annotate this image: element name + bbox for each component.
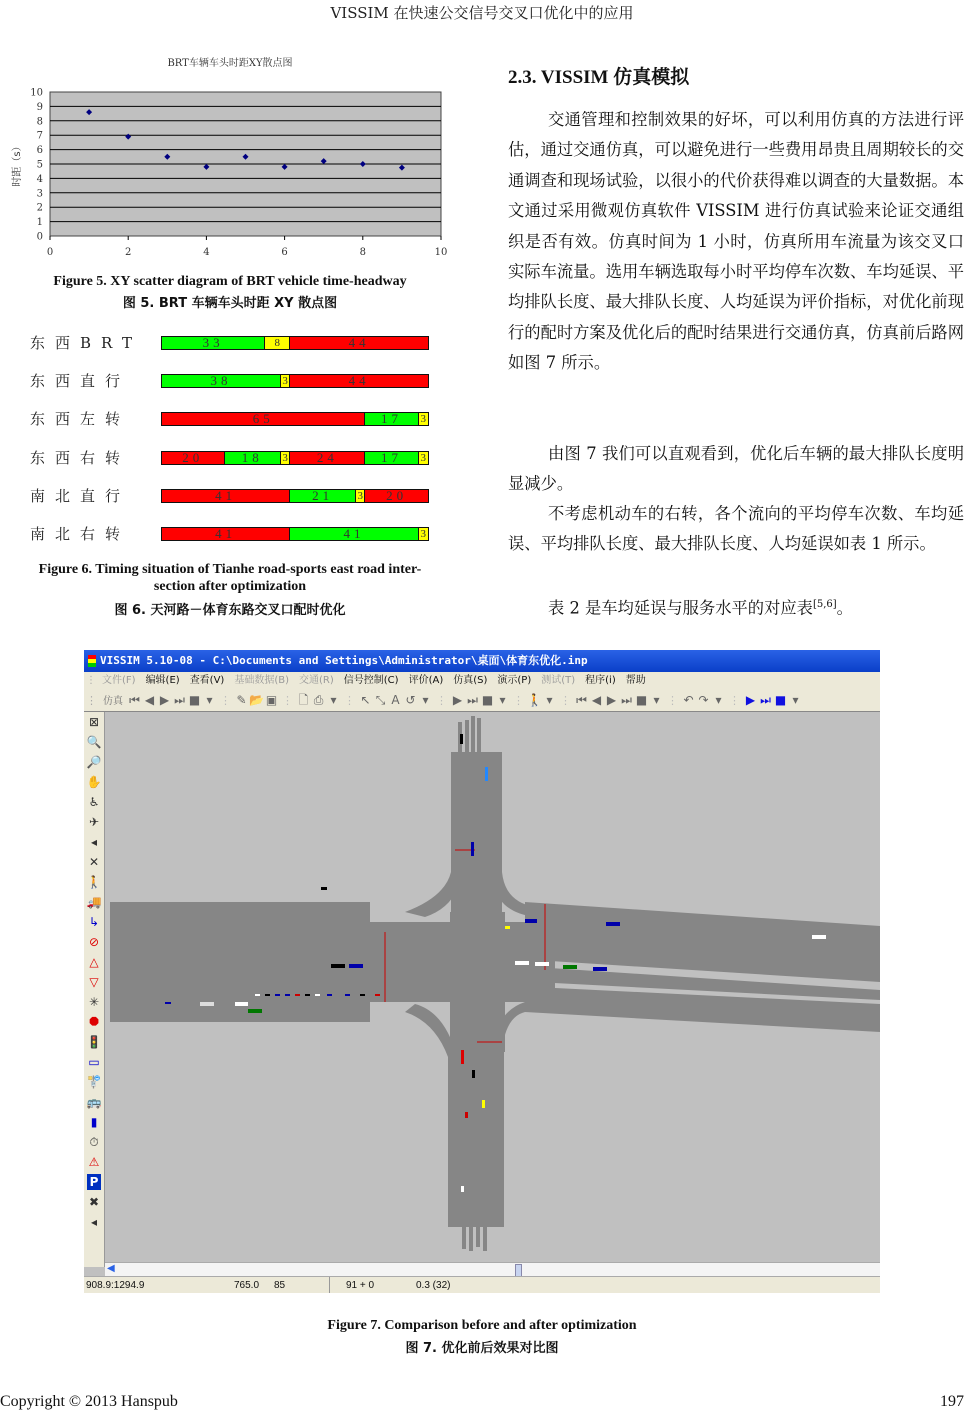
vehicle <box>349 964 363 968</box>
section-title: 2.3. VISSIM 仿真模拟 <box>508 67 690 88</box>
vehicle <box>515 961 529 965</box>
toolbar <box>84 689 880 712</box>
vehicle <box>375 994 380 996</box>
menu-item[interactable]: 编辑(E) <box>145 675 180 686</box>
zoom-out-icon[interactable]: 🔎 <box>86 755 102 769</box>
x-tick-label: 4 <box>203 247 210 258</box>
zoom-in-icon[interactable]: 🔍 <box>86 735 102 749</box>
vehicle <box>265 994 270 996</box>
edit-icon[interactable]: ✎ <box>236 693 247 707</box>
vehicle <box>535 962 549 966</box>
data-collection-icon[interactable]: ▮ <box>90 1115 98 1129</box>
signal-head-icon[interactable]: 🚦 <box>86 1035 102 1049</box>
toolbar-separator: ⋮ <box>560 694 571 707</box>
phase-label: 东西右转 <box>30 449 131 467</box>
vehicle <box>482 1100 485 1108</box>
run-continuous-icon[interactable]: ▶ <box>745 693 756 707</box>
figure-6-caption-zh: 图 6. 天河路－体育东路交叉口配时优化 <box>114 603 346 618</box>
paragraph-2: 由图 7 我们可以直观看到，优化后车辆的最大排队长度明显减少。 <box>508 444 964 494</box>
toolbar-separator: ⋮ <box>220 694 231 707</box>
aircraft-icon[interactable]: ✈ <box>88 815 100 829</box>
transit-stop-icon[interactable]: 🚏 <box>86 1075 102 1089</box>
green-interval: 41 <box>290 528 418 540</box>
vehicle <box>812 935 826 939</box>
paragraph-3: 不考虑机动车的右转，各个流向的平均停车次数、车均延误、平均排队长度、最大排队长度、人均延误如表 1 所示。 <box>508 504 964 554</box>
save-icon[interactable]: ▣ <box>265 693 278 707</box>
routes-icon[interactable]: ↳ <box>88 915 100 929</box>
vehicle <box>327 994 332 996</box>
vehicle <box>360 994 365 996</box>
step-icon[interactable]: ⏭ <box>174 693 185 707</box>
play-icon[interactable]: ▶ <box>606 693 617 707</box>
status-speed: 0.3 (32) <box>416 1280 451 1291</box>
vehicle <box>606 922 620 926</box>
run-step-icon[interactable]: ⏭ <box>760 693 771 707</box>
toolbar-separator: ⋮ <box>729 694 740 707</box>
vehicle <box>593 967 607 971</box>
y-tick-label: 0 <box>36 231 43 243</box>
vehicle <box>295 994 300 996</box>
queue-counter-icon[interactable]: ⚠ <box>88 1155 100 1169</box>
vehicle <box>345 994 350 996</box>
y-tick-label: 4 <box>36 173 43 185</box>
vehicle <box>321 887 327 890</box>
toolbar-label: 仿真 <box>103 696 123 707</box>
dropdown-icon[interactable]: ▾ <box>206 693 213 707</box>
red-interval: 41 <box>162 490 290 502</box>
yellow-interval: 3 <box>420 528 427 540</box>
pedestrian-area-icon[interactable]: ♿ <box>88 795 100 809</box>
red-interval: 65 <box>162 413 365 425</box>
left-toolbar <box>84 712 105 1267</box>
app-icon <box>88 655 96 667</box>
menu-item[interactable]: 演示(P) <box>497 675 532 686</box>
y-axis-label: 时距（s） <box>12 141 23 187</box>
status-divider <box>329 1277 330 1293</box>
page-number: 197 <box>940 1393 964 1410</box>
vehicle <box>461 1050 464 1064</box>
phase-label: 南北直行 <box>30 487 131 505</box>
figure-6-caption-en-line1: Figure 6. Timing situation of Tianhe road-sports east road inter- <box>38 562 422 577</box>
red-interval: 41 <box>162 528 290 540</box>
window-title: VISSIM 5.10-08 - C:\Documents and Settings\Administrator\桌面\体育东优化.inp <box>100 654 588 667</box>
rotate-icon[interactable]: ↺ <box>405 693 416 707</box>
green-interval: 18 <box>225 452 281 464</box>
figure-5 <box>0 50 470 270</box>
first-icon[interactable]: ⏮ <box>576 693 587 707</box>
step-icon[interactable]: ⏭ <box>621 693 632 707</box>
scatter-chart <box>0 50 470 270</box>
speed-limit-icon[interactable]: ⊘ <box>88 935 100 949</box>
x-tick-label: 0 <box>46 247 54 258</box>
pedestrian-icon[interactable]: 🚶 <box>527 693 542 707</box>
phase-label: 东西左转 <box>30 410 131 428</box>
paragraph-4-end: 。 <box>836 598 853 618</box>
run-stop-icon[interactable]: ■ <box>774 693 787 707</box>
select-icon[interactable]: ↖ <box>360 693 371 707</box>
figure-6-caption-en-line2: section after optimization <box>153 579 307 594</box>
vehicle <box>460 734 463 744</box>
figure-7-caption-en: Figure 7. Comparison before and after optimization <box>327 1318 637 1333</box>
x-tick-label: 6 <box>281 247 288 258</box>
vehicle <box>472 1070 475 1078</box>
toolbar-separator: ⋮ <box>344 694 355 707</box>
menu-item[interactable]: 仿真(S) <box>453 675 488 686</box>
toolbar-separator: ⋮ <box>282 694 293 707</box>
yellow-interval: 3 <box>420 452 426 464</box>
vehicle <box>200 1002 214 1006</box>
prev-icon[interactable]: ◀ <box>144 693 155 707</box>
green-interval: 33 <box>162 337 265 349</box>
stop-icon[interactable]: ■ <box>635 693 648 707</box>
phase-label: 东西BRT <box>30 334 143 352</box>
vehicle <box>235 1002 248 1006</box>
menu-item[interactable]: 信号控制(C) <box>343 675 399 686</box>
vehicle <box>525 919 537 923</box>
paragraph-1: 交通管理和控制效果的好坏，可以利用仿真的方法进行评估，通过交通仿真，可以避免进行一些费用昂贵且周期较长的交通调查和现场试验，以很小的代价获得难以调查的大量数据。本文通过采用微观仿真软件 VISSIM 进行仿真试验来论证交通组织是否有效。仿真时间为 1 小时，仿真所用车流量为该交叉口实际车流量。选用车辆选取每小时平均停车次数、车均延误、平均排队长度、最大排队长度、人均延误为评价指标，对优化前现行的配时方案及优化后的配时结果进行交通仿真，仿真前后路网如图 7 所示。 <box>508 110 964 373</box>
menu-item[interactable]: 程序(i) <box>585 675 616 686</box>
dropdown-icon[interactable]: ▾ <box>330 693 337 707</box>
undo-icon[interactable]: ↶ <box>683 693 694 707</box>
citation-ref[interactable]: [5,6] <box>812 599 837 610</box>
red-interval: 24 <box>290 452 365 464</box>
x-tick-label: 8 <box>359 247 366 258</box>
running-title: VISSIM 在快速公交信号交叉口优化中的应用 <box>330 4 634 22</box>
vehicle <box>331 964 345 968</box>
figure-5-caption-zh: 图 5. BRT 车辆车头时距 XY 散点图 <box>122 296 338 311</box>
red-interval: 20 <box>162 452 225 464</box>
road-south <box>448 1042 504 1227</box>
menu-item[interactable]: 评价(A) <box>408 675 444 686</box>
green-interval: 17 <box>365 413 418 425</box>
arrow-small-icon[interactable]: ◂ <box>90 1215 98 1229</box>
zoom-select-icon[interactable]: ⤡ <box>375 693 386 707</box>
yellow-interval: 3 <box>281 452 290 464</box>
y-tick-label: 6 <box>36 145 43 157</box>
vissim-window <box>84 650 880 1293</box>
y-tick-label: 10 <box>30 87 43 99</box>
prev-icon[interactable]: ◀ <box>591 693 602 707</box>
paragraph-4-text: 表 2 是车均延误与服务水平的对应表 <box>548 598 813 618</box>
dropdown-icon[interactable]: ▾ <box>792 693 799 707</box>
phase-label: 东西直行 <box>30 372 131 390</box>
road-network <box>105 712 880 1262</box>
vehicle <box>505 926 510 929</box>
redo-icon[interactable]: ↷ <box>698 693 709 707</box>
status-bar <box>84 1276 880 1293</box>
y-tick-label: 7 <box>36 130 43 142</box>
phase-bar <box>161 412 429 426</box>
red-interval: 20 <box>365 490 428 502</box>
menu-grip-icon: ⋮ <box>86 675 96 686</box>
x-tick-label: 2 <box>125 247 132 258</box>
menu-bar <box>84 672 880 689</box>
warning-sign-icon[interactable]: △ <box>89 955 99 969</box>
open-icon[interactable]: 📂 <box>249 693 264 707</box>
y-tick-label: 2 <box>36 202 43 214</box>
dropdown-icon[interactable]: ▾ <box>499 693 506 707</box>
toolbar-separator: ⋮ <box>667 694 678 707</box>
chart-title: BRT车辆车头时距XY散点图 <box>167 58 293 69</box>
menu-item[interactable]: 基础数据(B) <box>234 675 290 686</box>
vehicle-types-icon[interactable]: 🚚 <box>86 895 102 909</box>
figure-5-caption-en: Figure 5. XY scatter diagram of BRT vehicle time-headway <box>53 274 407 289</box>
dropdown-icon[interactable]: ▾ <box>715 693 722 707</box>
stop-sign-icon[interactable]: ⯃ <box>89 1015 99 1029</box>
node-icon[interactable]: ✖ <box>88 1195 100 1209</box>
link-icon[interactable]: ✕ <box>88 855 100 869</box>
y-tick-label: 9 <box>36 101 43 113</box>
vehicle <box>563 965 577 969</box>
green-interval: 17 <box>365 452 418 464</box>
vehicle <box>285 994 290 996</box>
toolbar-separator: ⋮ <box>513 694 524 707</box>
parking-icon[interactable]: P <box>87 1174 101 1190</box>
y-tick-label: 1 <box>36 217 43 229</box>
pedestrian-icon[interactable]: 🚶 <box>86 875 102 889</box>
title-bar <box>84 650 880 672</box>
scroll-left-icon[interactable]: ◀ <box>107 1263 115 1274</box>
status-coords: 908.9:1294.9 <box>86 1280 145 1291</box>
green-interval: 21 <box>290 490 356 502</box>
vehicle <box>165 1002 171 1004</box>
stop-icon[interactable]: ■ <box>188 693 201 707</box>
red-interval: 44 <box>290 375 428 387</box>
status-sim-time: 765.0 <box>234 1280 260 1291</box>
vehicle <box>275 994 280 996</box>
menu-item[interactable]: 测试(T) <box>541 675 576 686</box>
phase-label: 南北右转 <box>30 525 131 543</box>
menu-item[interactable]: 查看(V) <box>189 675 225 686</box>
status-signal-info: 91 + 0 <box>346 1280 375 1291</box>
yield-sign-icon[interactable]: ▽ <box>89 975 99 989</box>
step-icon[interactable]: ⏭ <box>467 693 478 707</box>
yellow-interval: 3 <box>281 375 290 387</box>
vehicle <box>485 767 488 781</box>
y-tick-label: 5 <box>36 159 43 171</box>
phase-bar <box>161 336 429 350</box>
green-interval: 38 <box>162 375 281 387</box>
pan-hand-icon[interactable]: ✋ <box>86 775 102 789</box>
figure-6-caption-en <box>0 561 460 595</box>
transit-line-icon[interactable]: 🚌 <box>86 1095 102 1109</box>
paragraph-4 <box>508 590 964 624</box>
menu-item[interactable]: 文件(F) <box>102 675 136 686</box>
yellow-interval: 3 <box>356 490 365 502</box>
stop-icon[interactable]: ■ <box>481 693 494 707</box>
horizontal-scrollbar[interactable] <box>105 1262 880 1277</box>
vehicle <box>465 1112 468 1118</box>
road-north <box>451 752 502 932</box>
arrow-small-icon[interactable]: ◂ <box>90 835 98 849</box>
y-tick-label: 8 <box>36 116 43 128</box>
yellow-interval: 8 <box>265 337 290 349</box>
vehicle <box>315 994 320 996</box>
conflict-icon[interactable]: ✳ <box>88 995 100 1009</box>
dropdown-icon[interactable]: ▾ <box>653 693 660 707</box>
first-icon[interactable]: ⏮ <box>129 693 140 707</box>
travel-time-icon[interactable]: ⏱ <box>89 1135 99 1149</box>
network-canvas[interactable] <box>105 712 880 1262</box>
phase-bar <box>161 527 429 541</box>
copyright: Copyright © 2013 Hanspub <box>0 1393 178 1410</box>
play-icon[interactable]: ▶ <box>159 693 170 707</box>
phase-bar <box>161 374 429 388</box>
dropdown-icon[interactable]: ▾ <box>546 693 553 707</box>
vehicle <box>305 994 310 996</box>
zoom-window-icon[interactable]: ⊠ <box>88 715 100 729</box>
dropdown-icon[interactable]: ▾ <box>422 693 429 707</box>
detector-icon[interactable]: ▭ <box>88 1055 100 1069</box>
vehicle <box>248 1009 262 1013</box>
phase-bar <box>161 451 429 465</box>
play-icon[interactable]: ▶ <box>452 693 463 707</box>
print-icon[interactable]: ⎙ <box>313 693 324 707</box>
x-tick-label: 10 <box>434 247 448 258</box>
yellow-interval: 3 <box>420 413 427 425</box>
preview-icon[interactable]: 🗋 <box>298 693 309 707</box>
vehicle <box>461 1186 464 1192</box>
phase-bar <box>161 489 429 503</box>
toolbar-separator: ⋮ <box>436 694 447 707</box>
toolbar-grip-icon: ⋮ <box>86 694 97 707</box>
vehicle <box>255 994 260 996</box>
status-cycle-second: 85 <box>274 1280 286 1291</box>
red-interval: 44 <box>290 337 428 349</box>
menu-item[interactable]: 交通(R) <box>299 675 334 686</box>
y-tick-label: 3 <box>36 188 43 200</box>
figure-7-caption-zh: 图 7. 优化前后效果对比图 <box>405 1341 559 1356</box>
label-icon[interactable]: A <box>391 693 400 707</box>
vehicle <box>471 842 474 856</box>
menu-item[interactable]: 帮助 <box>625 675 646 686</box>
